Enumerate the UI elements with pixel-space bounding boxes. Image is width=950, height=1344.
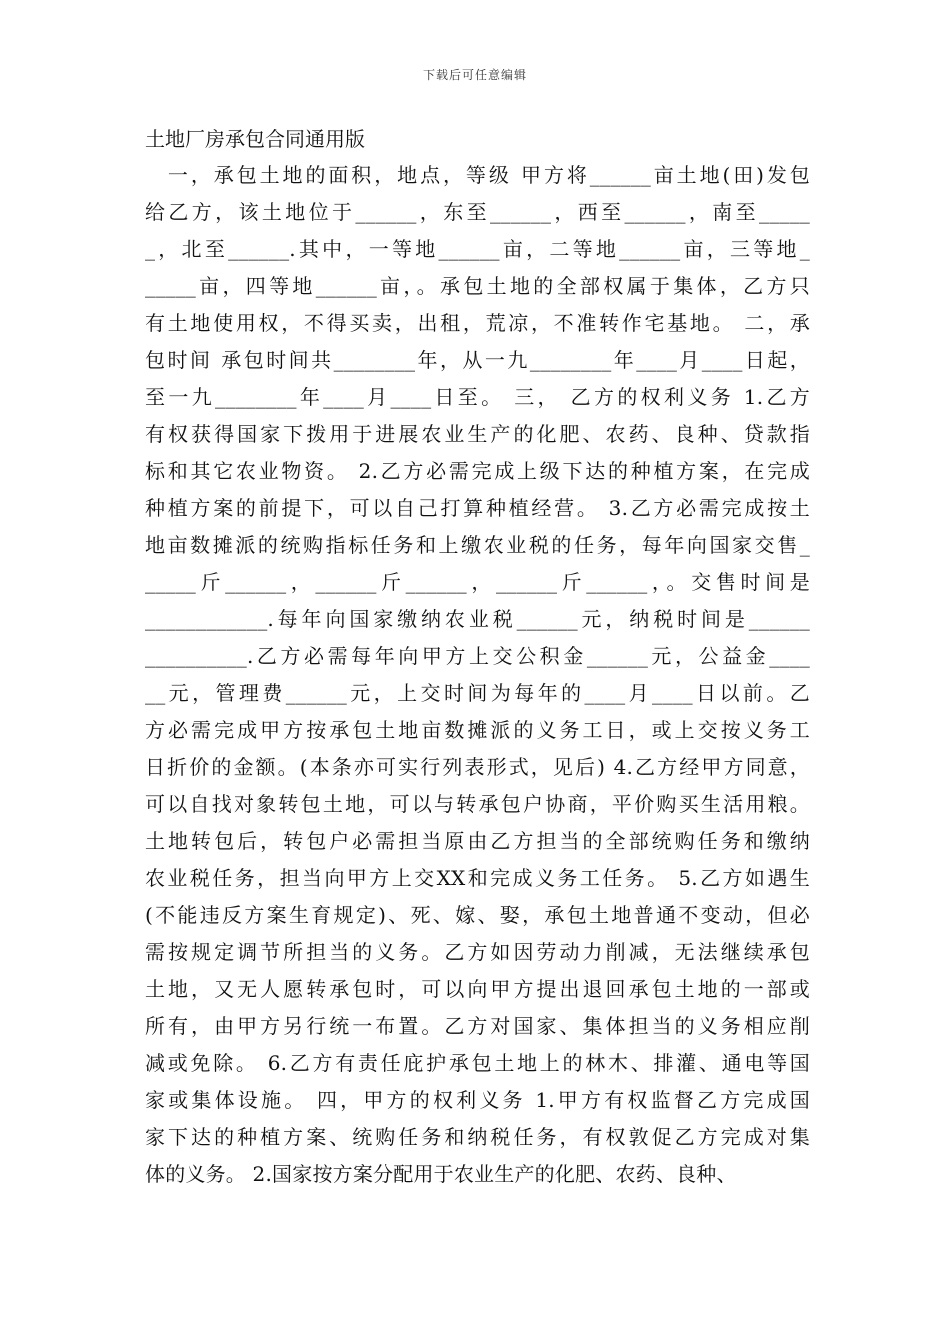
body-line: 所有，由甲方另行统一布置。乙方对国家、集体担当的义务相应削 [145, 1014, 810, 1038]
body-line: __元，管理费______元，上交时间为每年的____月____日以前。乙 [145, 681, 810, 705]
body-line: 方必需完成甲方按承包土地亩数摊派的义务工日，或上交按义务工 [145, 718, 810, 742]
body-line: 有土地使用权，不得买卖，出租，荒凉，不准转作宅基地。 二，承 [145, 311, 810, 335]
body-line: 家或集体设施。 四，甲方的权利义务 1.甲方有权监督乙方完成国 [145, 1088, 810, 1112]
body-line: _____亩，四等地______亩，。承包土地的全部权属于集体，乙方只 [145, 274, 810, 298]
body-line: 有权获得国家下拨用于进展农业生产的化肥、农药、良种、贷款指 [145, 422, 810, 446]
body-line: __________.乙方必需每年向甲方上交公积金______元，公益金____ [145, 644, 810, 668]
body-line: 给乙方，该土地位于______，东至______，西至______，南至_____ [145, 200, 810, 224]
body-line: 减或免除。 6.乙方有责任庇护承包土地上的林木、排灌、通电等国 [145, 1051, 810, 1075]
document-body [145, 157, 810, 1193]
body-line: 标和其它农业物资。 2.乙方必需完成上级下达的种植方案，在完成 [145, 459, 810, 483]
body-line: 种植方案的前提下，可以自己打算种植经营。 3.乙方必需完成按土 [145, 496, 810, 520]
body-line: 家下达的种植方案、统购任务和纳税任务，有权敦促乙方完成对集 [145, 1125, 810, 1149]
body-line: 日折价的金额。(本条亦可实行列表形式，见后) 4.乙方经甲方同意， [145, 755, 810, 779]
body-line: 一，承包土地的面积，地点，等级 甲方将______亩土地(田)发包 [145, 163, 810, 187]
body-line: 体的义务。 2.国家按方案分配用于农业生产的化肥、农药、良种、 [145, 1162, 737, 1186]
body-line: 至一九________年____月____日至。 三， 乙方的权利义务 1.乙方 [145, 385, 810, 409]
body-line: (不能违反方案生育规定)、死、嫁、娶，承包土地普通不变动，但必 [145, 903, 810, 927]
body-line: _____斤______，______斤______，______斤______，。交售时间是 [145, 570, 810, 594]
body-line: 可以自找对象转包土地，可以与转承包户协商，平价购买生活用粮。 [145, 792, 810, 816]
body-line: 土地转包后，转包户必需担当原由乙方担当的全部统购任务和缴纳 [145, 829, 810, 853]
body-line: _，北至______.其中，一等地______亩，二等地______亩，三等地_ [145, 237, 810, 261]
body-line: 农业税任务，担当向甲方上交XX和完成义务工任务。 5.乙方如遇生 [145, 866, 810, 890]
body-line: 需按规定调节所担当的义务。乙方如因劳动力削减，无法继续承包 [145, 940, 810, 964]
body-line: 土地，又无人愿转承包时，可以向甲方提出退回承包土地的一部或 [145, 977, 810, 1001]
header-note: 下载后可任意编辑 [422, 68, 527, 82]
body-line: 地亩数摊派的统购指标任务和上缴农业税的任务，每年向国家交售_ [145, 533, 810, 557]
body-line: ____________.每年向国家缴纳农业税______元，纳税时间是______ [145, 607, 810, 631]
body-line: 包时间 承包时间共________年，从一九________年____月____日起， [145, 348, 810, 372]
document-title: 土地厂房承包合同通用版 [145, 127, 365, 151]
